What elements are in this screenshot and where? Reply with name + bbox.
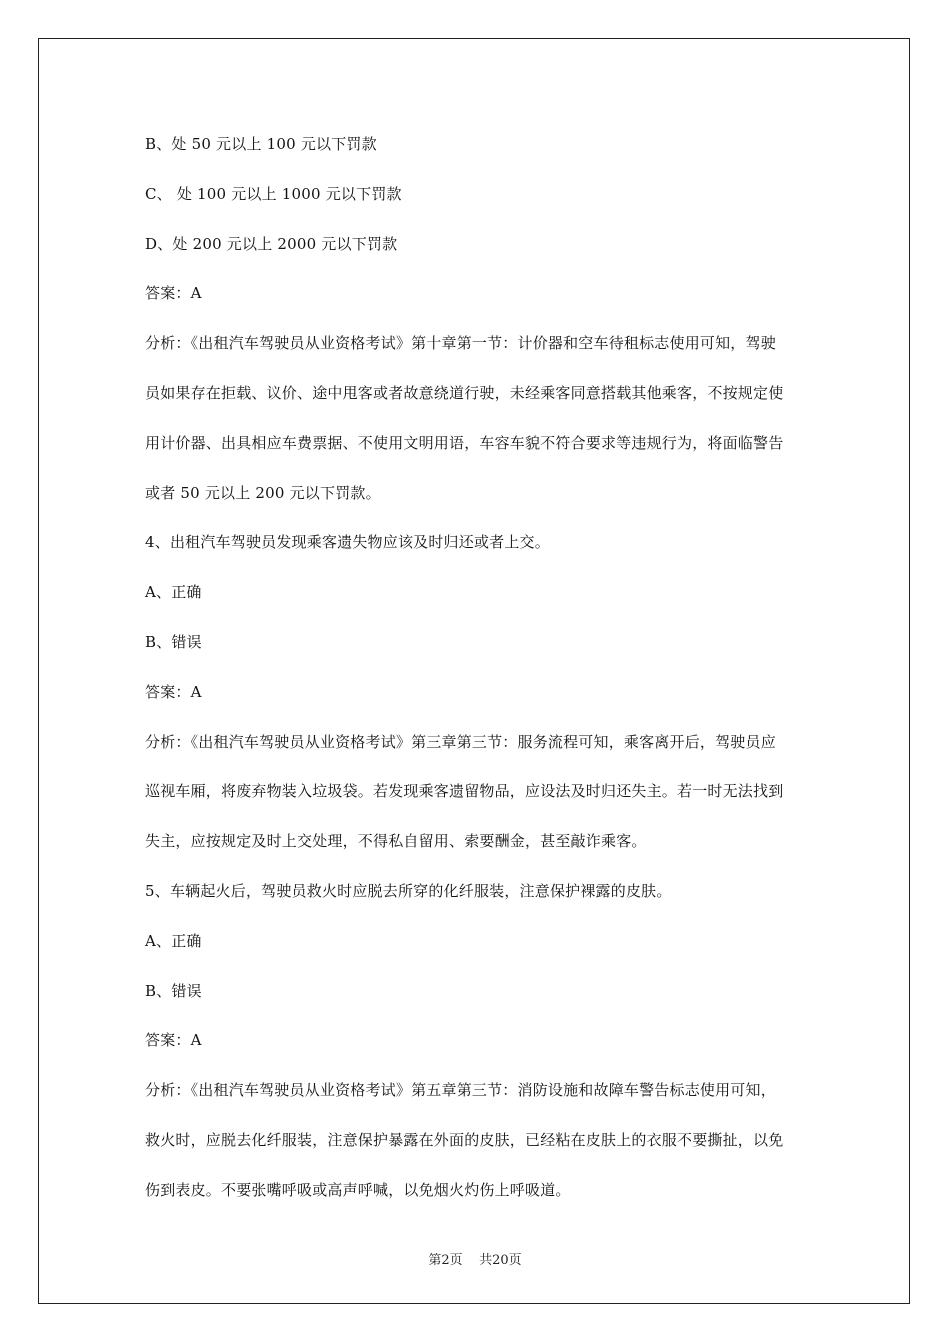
- analysis-q4-line2: 巡视车厢，将废弃物装入垃圾袋。若发现乘客遗留物品，应设法及时归还失主。若一时无法找到: [145, 782, 784, 801]
- analysis-q5-line1: 分析：《出租汽车驾驶员从业资格考试》第五章第三节：消防设施和故障车警告标志使用可知，: [145, 1081, 776, 1100]
- analysis-q4-line1: 分析：《出租汽车驾驶员从业资格考试》第三章第三节：服务流程可知，乘客离开后，驾驶员应: [145, 732, 776, 751]
- analysis-q3-line4: 或者 50 元以上 200 元以下罚款。: [145, 483, 381, 502]
- analysis-q4-line3: 失主，应按规定及时上交处理，不得私自留用、索要酬金，甚至敲诈乘客。: [145, 832, 647, 851]
- question-4: 4、出租汽车驾驶员发现乘客遗失物应该及时归还或者上交。: [145, 533, 550, 552]
- option-b-q3: B、处 50 元以上 100 元以下罚款: [145, 135, 377, 153]
- analysis-q5-line2: 救火时，应脱去化纤服装，注意保护暴露在外面的皮肤，已经粘在皮肤上的衣服不要撕扯，以免: [145, 1130, 784, 1149]
- option-d-q3: D、处 200 元以上 2000 元以下罚款: [145, 234, 398, 253]
- answer-q4: 答案：A: [145, 682, 202, 701]
- option-a-q5: A、正确: [145, 931, 202, 950]
- document-body: [145, 120, 815, 1216]
- option-b-q4: B、错误: [145, 632, 202, 651]
- question-5: 5、车辆起火后，驾驶员救火时应脱去所穿的化纤服装，注意保护裸露的皮肤。: [145, 881, 672, 900]
- analysis-q3-line3: 用计价器、出具相应车费票据、不使用文明用语，车容车貌不符合要求等违规行为，将面临警告: [145, 433, 784, 452]
- option-a-q4: A、正确: [145, 583, 202, 602]
- analysis-q5-line3: 伤到表皮。不要张嘴呼吸或高声呼喊，以免烟火灼伤上呼吸道。: [145, 1180, 571, 1199]
- analysis-q3-line2: 员如果存在拒载、议价、途中甩客或者故意绕道行驶，未经乘客同意搭载其他乘客，不按规定使: [145, 383, 784, 402]
- analysis-q3-line1: 分析：《出租汽车驾驶员从业资格考试》第十章第一节：计价器和空车待租标志使用可知，驾驶: [145, 334, 776, 353]
- answer-q3: 答案：A: [145, 284, 202, 303]
- answer-q5: 答案：A: [145, 1031, 202, 1050]
- option-b-q5: B、错误: [145, 981, 202, 1000]
- option-c-q3: C、 处 100 元以上 1000 元以下罚款: [145, 184, 402, 203]
- page-number-footer: 第2页 共20页: [428, 1253, 522, 1268]
